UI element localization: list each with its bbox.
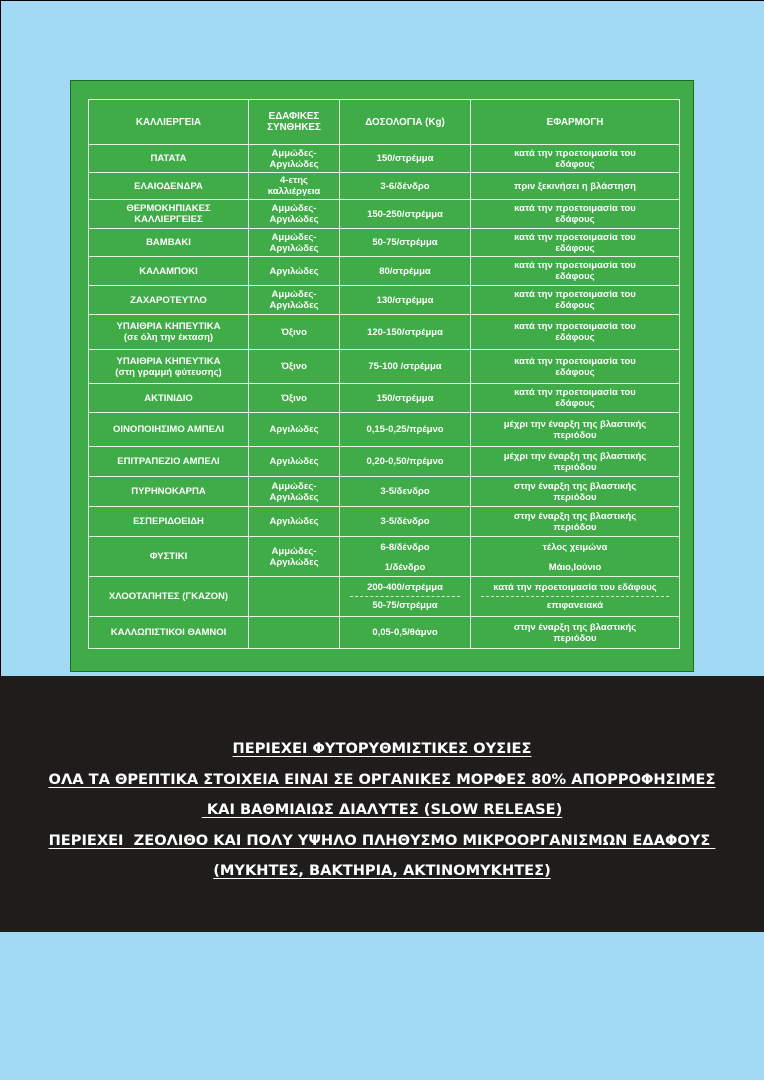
application-cell-line: μέχρι την έναρξη της βλαστικής xyxy=(503,418,647,430)
application-cell xyxy=(471,413,680,447)
soil-cell xyxy=(249,577,340,617)
dosage-panel xyxy=(70,80,694,672)
header-application: ΕΦΑΡΜΟΓΗ xyxy=(471,100,680,145)
dose-cell-line: 0,15-0,25/πρέμνο xyxy=(366,424,444,435)
dose-cell-line: 0,05-0,5/θάμνο xyxy=(372,627,438,638)
dose-cell xyxy=(340,617,471,649)
table-row xyxy=(89,200,680,229)
application-cell-line: εδάφους xyxy=(555,242,595,254)
dose-cell xyxy=(340,145,471,173)
crop-cell xyxy=(89,537,249,577)
application-cell-line: περιόδου xyxy=(553,429,597,441)
note-line: ΠΕΡΙΕΧΕΙ ΦΥΤΟΡΥΘΜΙΣΤΙΚΕΣ ΟΥΣΙΕΣ xyxy=(232,740,532,757)
crop-cell xyxy=(89,145,249,173)
application-cell-line: κατά την προετοιμασία του xyxy=(514,203,636,214)
application-cell-line: εδάφους xyxy=(555,300,595,311)
soil-cell-line: Αργιλώδες xyxy=(269,491,319,503)
soil-cell xyxy=(249,413,340,447)
dose-cell-line: 150/στρέμμα xyxy=(376,392,434,404)
application-cell-line: περιόδου xyxy=(553,461,597,473)
application-cell-line: κατά την προετοιμασία του xyxy=(514,355,636,367)
crop-cell xyxy=(89,229,249,257)
soil-cell-line: Αργιλώδες xyxy=(269,214,319,225)
crop-cell xyxy=(89,257,249,286)
table-row xyxy=(89,286,680,315)
application-cell-line: εδάφους xyxy=(555,398,595,409)
crop-cell xyxy=(89,286,249,315)
application-cell-line: εδάφους xyxy=(555,158,595,170)
dose-cell xyxy=(340,477,471,507)
application-cell-line: κατά την προετοιμασία του xyxy=(514,147,636,159)
crop-cell xyxy=(89,384,249,413)
application-cell-line: περιόδου xyxy=(553,632,597,644)
table-row xyxy=(89,447,680,477)
soil-cell xyxy=(249,315,340,350)
table-row xyxy=(89,507,680,537)
dose-cell-line: 150-250/στρέμμα xyxy=(367,208,443,220)
notes-block xyxy=(0,734,764,887)
dose-cell-line: 3-6/δένδρο xyxy=(380,180,430,192)
dose-cell xyxy=(340,315,471,350)
soil-cell xyxy=(249,447,340,477)
application-cell-line: κατά την προετοιμασία του xyxy=(514,321,636,332)
table-row xyxy=(89,477,680,507)
application-cell xyxy=(471,350,680,384)
application-cell-line: κατά την προετοιμασία του εδάφους xyxy=(481,580,669,597)
dose-cell xyxy=(340,173,471,200)
crop-cell-line: ΦΥΣΤΙΚΙ xyxy=(149,551,188,562)
application-cell-line: στην έναρξη της βλαστικής xyxy=(513,510,637,522)
application-cell xyxy=(471,286,680,315)
left-border xyxy=(0,0,1,676)
crop-cell-line: ΚΑΛΑΜΠΟΚΙ xyxy=(139,265,198,277)
soil-cell-line: Αμμώδες- xyxy=(271,231,317,243)
dose-cell xyxy=(340,350,471,384)
soil-cell xyxy=(249,537,340,577)
dose-cell-line: 80/στρέμμα xyxy=(379,265,431,277)
crop-cell-line: ΥΠΑΙΘΡΙΑ ΚΗΠΕΥΤΙΚΑ xyxy=(116,321,221,332)
dose-cell xyxy=(340,286,471,315)
table-row xyxy=(89,577,680,617)
application-cell xyxy=(471,477,680,507)
crop-cell-line: ΚΑΛΛΩΠΙΣΤΙΚΟΙ ΘΑΜΝΟΙ xyxy=(110,627,227,638)
soil-cell-line: Όξινο xyxy=(281,392,307,404)
dose-cell-line: 6-8/δένδρο xyxy=(380,542,430,553)
application-cell xyxy=(471,447,680,477)
dose-cell-line: 50-75/στρέμμα xyxy=(372,600,438,611)
dose-cell xyxy=(340,229,471,257)
application-cell-line: εδάφους xyxy=(555,366,595,378)
dose-cell-line: 0,20-0,50/πρέμνο xyxy=(366,456,444,467)
soil-cell-line: 4-ετης xyxy=(280,175,308,186)
crop-cell-line: ΠΑΤΑΤΑ xyxy=(150,153,187,164)
table-row xyxy=(89,257,680,286)
crop-cell-line: ΥΠΑΙΘΡΙΑ ΚΗΠΕΥΤΙΚΑ xyxy=(116,355,221,367)
soil-cell-line: Αμμώδες- xyxy=(271,545,317,557)
crop-cell xyxy=(89,350,249,384)
header-crop: ΚΑΛΛΙΕΡΓΕΙΑ xyxy=(89,100,249,145)
dose-cell xyxy=(340,447,471,477)
soil-cell xyxy=(249,507,340,537)
table-row xyxy=(89,413,680,447)
dose-cell xyxy=(340,200,471,229)
note-line: (ΜΥΚΗΤΕΣ, ΒΑΚΤΗΡΙΑ, ΑΚΤΙΝΟΜΥΚΗΤΕΣ) xyxy=(213,862,551,879)
soil-cell xyxy=(249,384,340,413)
crop-cell xyxy=(89,577,249,617)
application-cell-line: περιόδου xyxy=(553,491,597,503)
crop-cell-line: ΚΑΛΛΙΕΡΓΕΙΕΣ xyxy=(134,214,203,225)
crop-cell xyxy=(89,477,249,507)
dose-cell-line: 200-400/στρέμμα xyxy=(350,580,460,597)
soil-cell-line: Αργιλώδες xyxy=(269,424,319,435)
application-cell-line: στην έναρξη της βλαστικής xyxy=(513,621,637,633)
note-line: ΟΛΑ ΤΑ ΘΡΕΠΤΙΚΑ ΣΤΟΙΧΕΙΑ ΕΙΝΑΙ ΣΕ ΟΡΓΑΝΙΚΕΣ ΜΟΡΦΕΣ 80% ΑΠΟΡΡΟΦΗΣΙΜΕΣ xyxy=(48,770,716,788)
dose-cell-line: 75-100 /στρέμμα xyxy=(368,361,442,372)
dose-cell-line: 150/στρέμμα xyxy=(376,153,434,164)
soil-cell-line: Όξινο xyxy=(281,326,307,338)
note-line: ΚΑΙ ΒΑΘΜΙΑΙΩΣ ΔΙΑΛΥΤΕΣ (SLOW RELEASE) xyxy=(201,801,563,818)
header-soil: ΕΔΑΦΙΚΕΣ ΣΥΝΘΗΚΕΣ xyxy=(249,100,340,145)
soil-cell-line: Αργιλώδες xyxy=(269,456,319,467)
dosage-table-body xyxy=(89,100,680,649)
application-cell-line: κατά την προετοιμασία του xyxy=(514,387,636,398)
dose-cell-line: 3-5/δένδρο xyxy=(380,516,430,527)
soil-cell-line: Αργιλώδες xyxy=(269,242,319,254)
table-row xyxy=(89,537,680,577)
dose-cell xyxy=(340,257,471,286)
table-row xyxy=(89,173,680,200)
application-cell xyxy=(471,577,680,617)
application-cell-line: επιφανειακά xyxy=(546,600,604,611)
application-cell xyxy=(471,257,680,286)
application-cell-line: κατά την προετοιμασία του xyxy=(514,260,636,271)
soil-cell-line: Αμμώδες- xyxy=(271,289,317,300)
table-row xyxy=(89,384,680,413)
soil-cell-line: Όξινο xyxy=(281,361,307,372)
crop-cell-line: (σε όλη την έκταση) xyxy=(123,332,214,343)
crop-cell xyxy=(89,617,249,649)
dose-cell-line: 1/δένδρο xyxy=(384,562,426,573)
application-cell xyxy=(471,229,680,257)
soil-cell-line: Αργιλώδες xyxy=(269,265,319,277)
info-banner xyxy=(0,676,764,932)
soil-cell xyxy=(249,173,340,200)
crop-cell-line: ΕΣΠΕΡΙΔΟΕΙΔΗ xyxy=(133,516,204,527)
crop-cell-line: (στη γραμμή φύτευσης) xyxy=(115,366,222,378)
table-header-row xyxy=(89,100,680,145)
dose-cell xyxy=(340,577,471,617)
soil-cell-line: Αργιλώδες xyxy=(269,158,319,170)
application-cell xyxy=(471,315,680,350)
crop-cell-line: ΟΙΝΟΠΟΙΗΣΙΜΟ ΑΜΠΕΛΙ xyxy=(113,424,224,435)
dose-cell-line: 3-5/δενδρο xyxy=(380,486,430,497)
soil-cell xyxy=(249,200,340,229)
application-cell-line: εδάφους xyxy=(555,332,595,343)
header-dose: ΔΟΣΟΛΟΓΙΑ (Kg) xyxy=(340,100,471,145)
application-cell xyxy=(471,384,680,413)
dose-cell xyxy=(340,413,471,447)
soil-cell-line: Αμμώδες- xyxy=(271,203,317,214)
soil-cell-line: Αργιλώδες xyxy=(269,556,319,568)
soil-cell xyxy=(249,477,340,507)
dose-cell-line: 120-150/στρέμμα xyxy=(367,326,443,338)
soil-cell-line: Αργιλώδες xyxy=(269,300,319,311)
note-line: ΠΕΡΙΕΧΕΙ ΖΕΟΛΙΘΟ ΚΑΙ ΠΟΛΥ ΥΨΗΛΟ ΠΛΗΘΥΣΜΟ ΜΙΚΡΟΟΡΓΑΝΙΣΜΩΝ ΕΔΑΦΟΥΣ xyxy=(48,831,716,849)
application-cell xyxy=(471,537,680,577)
crop-cell xyxy=(89,315,249,350)
dose-cell xyxy=(340,507,471,537)
application-cell-line: πριν ξεκινήσει η βλάστηση xyxy=(514,180,636,192)
top-border xyxy=(0,0,764,1)
crop-cell-line: ΕΠΙΤΡΑΠΕΖΙΟ ΑΜΠΕΛΙ xyxy=(117,456,220,467)
soil-cell-line: Αμμώδες- xyxy=(271,480,317,492)
crop-cell xyxy=(89,507,249,537)
application-cell-line: εδάφους xyxy=(555,214,595,225)
crop-cell-line: ΖΑΧΑΡΟΤΕΥΤΛΟ xyxy=(130,294,207,306)
soil-cell xyxy=(249,350,340,384)
application-cell xyxy=(471,200,680,229)
application-cell xyxy=(471,617,680,649)
application-cell xyxy=(471,173,680,200)
soil-cell xyxy=(249,257,340,286)
soil-cell-line: καλλιέργεια xyxy=(267,186,321,197)
crop-cell-line: ΠΥΡΗΝΟΚΑΡΠΑ xyxy=(131,486,206,497)
dose-cell xyxy=(340,537,471,577)
crop-cell-line: ΧΛΟΟΤΑΠΗΤΕΣ (ΓΚΑΖΟΝ) xyxy=(108,591,229,602)
application-cell xyxy=(471,145,680,173)
table-row xyxy=(89,617,680,649)
application-cell-line: μέχρι την έναρξη της βλαστικής xyxy=(503,450,647,462)
crop-cell xyxy=(89,173,249,200)
application-cell-line: Μάιο,Ιούνιο xyxy=(548,562,602,573)
application-cell-line: κατά την προετοιμασία του xyxy=(514,231,636,243)
table-row xyxy=(89,229,680,257)
dose-cell-line: 50-75/στρέμμα xyxy=(372,237,438,248)
crop-cell-line: ΒΑΜΒΑΚΙ xyxy=(146,237,191,248)
crop-cell-line: ΕΛΑΙΟΔΕΝΔΡΑ xyxy=(134,180,203,192)
dosage-table xyxy=(88,99,680,649)
soil-cell-line: Αμμώδες- xyxy=(271,147,317,159)
application-cell-line: περιόδου xyxy=(553,521,597,533)
dose-cell-line: 130/στρέμμα xyxy=(376,294,434,306)
crop-cell-line: ΘΕΡΜΟΚΗΠΙΑΚΕΣ xyxy=(126,203,211,214)
soil-cell-line: Αργιλώδες xyxy=(269,516,319,527)
soil-cell xyxy=(249,286,340,315)
crop-cell xyxy=(89,200,249,229)
table-row xyxy=(89,350,680,384)
crop-cell xyxy=(89,413,249,447)
soil-cell xyxy=(249,145,340,173)
soil-cell xyxy=(249,617,340,649)
application-cell-line: στην έναρξη της βλαστικής xyxy=(513,480,637,492)
application-cell-line: κατά την προετοιμασία του xyxy=(514,289,636,300)
soil-cell xyxy=(249,229,340,257)
application-cell-line: εδάφους xyxy=(555,271,595,282)
dose-cell xyxy=(340,384,471,413)
table-row xyxy=(89,145,680,173)
application-cell-line: τέλος χειμώνα xyxy=(542,542,608,553)
table-row xyxy=(89,315,680,350)
crop-cell-line: ΑΚΤΙΝΙΔΙΟ xyxy=(144,392,193,404)
application-cell xyxy=(471,507,680,537)
crop-cell xyxy=(89,447,249,477)
